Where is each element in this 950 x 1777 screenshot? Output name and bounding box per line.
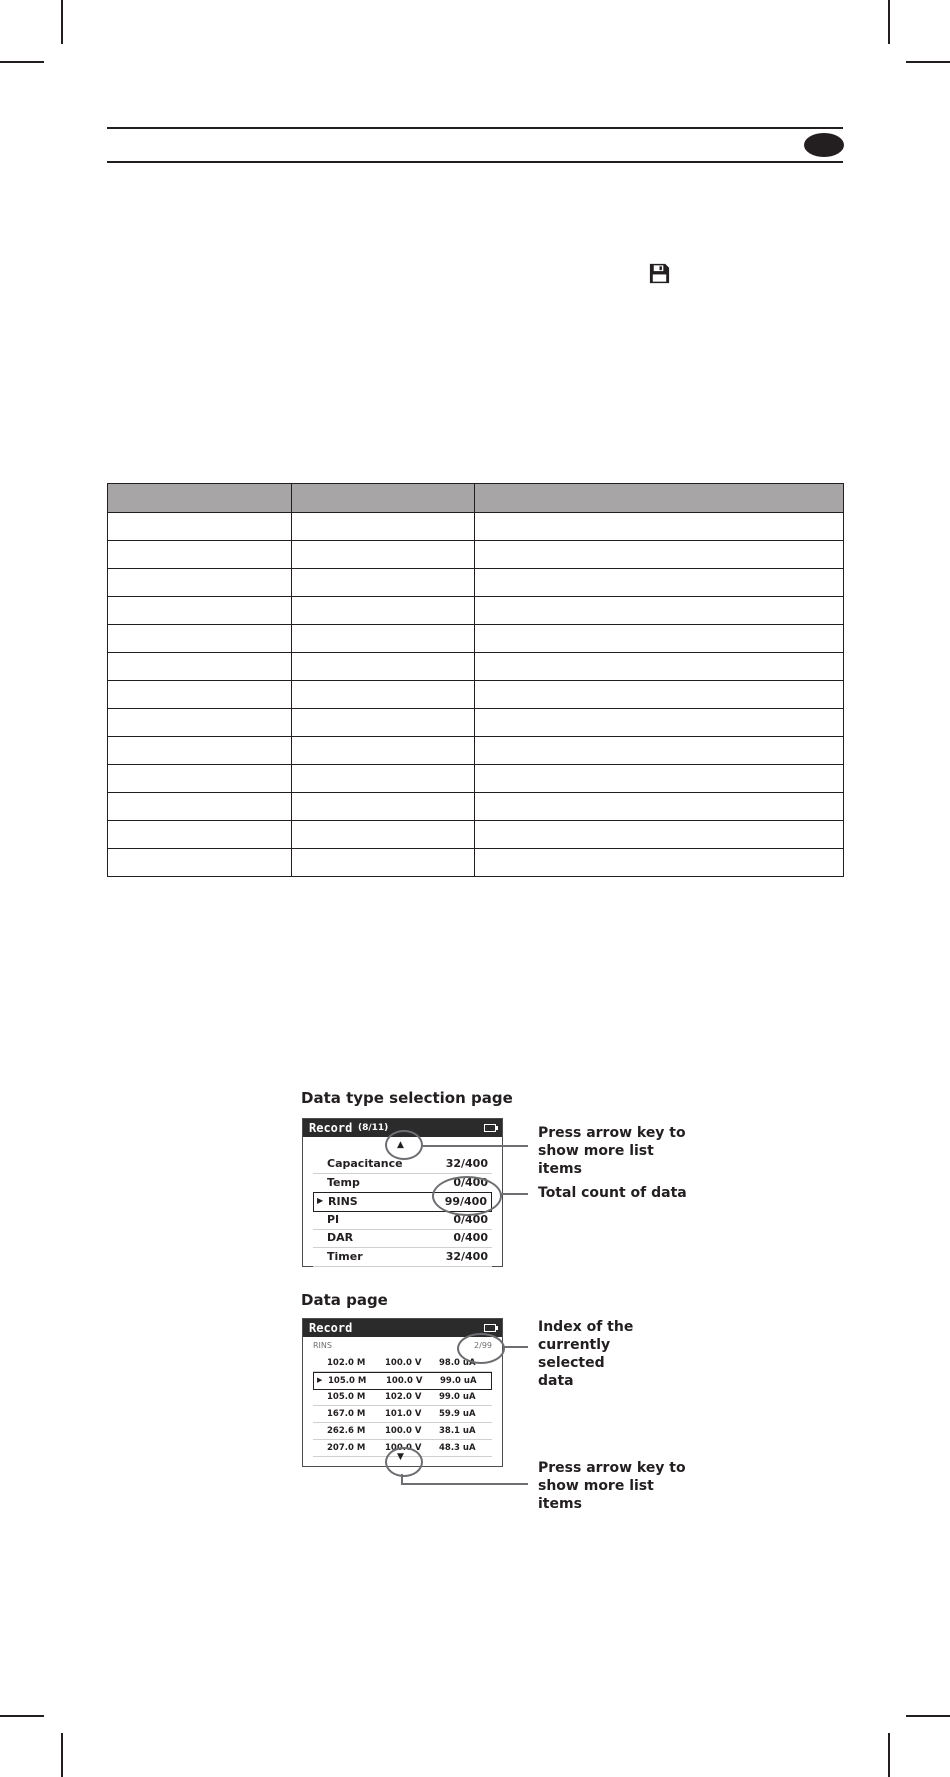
table-header-cell	[475, 484, 844, 513]
data-index: 2/99	[474, 1341, 492, 1350]
data-page-caption: Data page	[301, 1291, 388, 1309]
list-item-count: 32/400	[445, 1157, 488, 1170]
current-value: 38.1 uA	[439, 1426, 476, 1436]
table-row	[108, 569, 844, 597]
voltage-value: 101.0 V	[385, 1409, 422, 1419]
crop-mark	[0, 1715, 44, 1717]
list-item-count: 32/400	[445, 1249, 488, 1263]
crop-mark	[888, 0, 890, 44]
current-value: 48.3 uA	[439, 1443, 476, 1453]
voltage-value: 100.0 V	[386, 1376, 423, 1386]
save-icon	[648, 262, 671, 285]
current-value: 99.0 uA	[440, 1376, 477, 1386]
table-row	[108, 625, 844, 653]
table-row	[108, 681, 844, 709]
voltage-value: 100.0 V	[385, 1358, 422, 1368]
leader-line	[503, 1346, 528, 1348]
voltage-value: 100.0 V	[385, 1426, 422, 1436]
table-row	[313, 1406, 492, 1423]
current-value: 99.0 uA	[439, 1392, 476, 1402]
voltage-value: 100.0 V	[385, 1443, 422, 1453]
resistance-value: 207.0 M	[327, 1443, 366, 1453]
table-row	[108, 849, 844, 877]
list-item-name: PI	[327, 1212, 340, 1226]
arrow-key-highlight-ring	[385, 1130, 423, 1160]
crop-mark	[888, 1733, 890, 1777]
up-arrow-icon: ▲	[397, 1140, 404, 1150]
screen-title: Record	[309, 1121, 353, 1135]
crop-mark	[906, 1715, 950, 1717]
voltage-value: 102.0 V	[385, 1392, 422, 1402]
list-item	[313, 1248, 492, 1267]
callout-arrow-key: Press arrow key to show more list items	[538, 1125, 686, 1177]
table-header-cell	[292, 484, 475, 513]
table-row	[313, 1423, 492, 1440]
language-badge	[804, 133, 844, 157]
callout-total-count: Total count of data	[538, 1185, 687, 1201]
callout-arrow-key: Press arrow key to show more list items	[538, 1460, 686, 1512]
header-rule-top	[107, 127, 843, 129]
screen-title: Record	[309, 1321, 353, 1335]
table-row	[313, 1389, 492, 1406]
list-item-count: 0/400	[453, 1231, 488, 1244]
crop-mark	[61, 1733, 63, 1777]
list-item-name: RINS	[328, 1195, 358, 1208]
list-item-name: DAR	[327, 1231, 354, 1244]
list-item-count: 99/400	[444, 1195, 487, 1208]
list-item-name: Temp	[327, 1175, 360, 1189]
leader-line	[500, 1193, 528, 1195]
table-row	[108, 821, 844, 849]
data-type-label: RINS	[313, 1341, 332, 1350]
current-value: 98.0 uA	[439, 1358, 476, 1368]
leader-line	[421, 1145, 528, 1147]
battery-icon	[484, 1124, 496, 1132]
crop-mark	[906, 61, 950, 63]
list-item	[313, 1229, 492, 1248]
pointer-icon: ▶	[317, 1196, 324, 1205]
callout-index: Index of the currently selected data	[538, 1319, 634, 1389]
header-rule-bottom	[107, 161, 843, 163]
resistance-value: 105.0 M	[328, 1376, 367, 1386]
crop-mark	[0, 61, 44, 63]
index-highlight-ring	[457, 1333, 505, 1364]
table-row	[108, 597, 844, 625]
page-indicator: (8/11)	[358, 1123, 389, 1133]
list-item-count: 0/400	[453, 1212, 488, 1226]
battery-icon	[484, 1324, 496, 1332]
pointer-icon: ▶	[317, 1376, 323, 1384]
total-count-highlight-ring	[432, 1176, 502, 1216]
arrow-key-highlight-ring	[385, 1447, 423, 1477]
table-row	[313, 1372, 492, 1390]
data-table	[107, 483, 844, 877]
down-arrow-icon: ▼	[397, 1452, 404, 1462]
table-header-cell	[108, 484, 292, 513]
table-row	[108, 765, 844, 793]
resistance-value: 105.0 M	[327, 1392, 366, 1402]
table-row	[108, 709, 844, 737]
table-row	[108, 653, 844, 681]
table-row	[108, 737, 844, 765]
leader-line	[401, 1483, 528, 1485]
crop-mark	[61, 0, 63, 44]
list-item-count: 0/400	[453, 1175, 488, 1189]
table-row	[108, 793, 844, 821]
list-item-name: Timer	[327, 1249, 363, 1263]
resistance-value: 102.0 M	[327, 1358, 366, 1368]
table-row	[108, 513, 844, 541]
resistance-value: 262.6 M	[327, 1426, 366, 1436]
selection-page-caption: Data type selection page	[301, 1089, 513, 1107]
table-row	[108, 541, 844, 569]
list-item-name: Capacitance	[327, 1157, 403, 1170]
current-value: 59.9 uA	[439, 1409, 476, 1419]
table-header-row	[108, 484, 844, 513]
resistance-value: 167.0 M	[327, 1409, 366, 1419]
